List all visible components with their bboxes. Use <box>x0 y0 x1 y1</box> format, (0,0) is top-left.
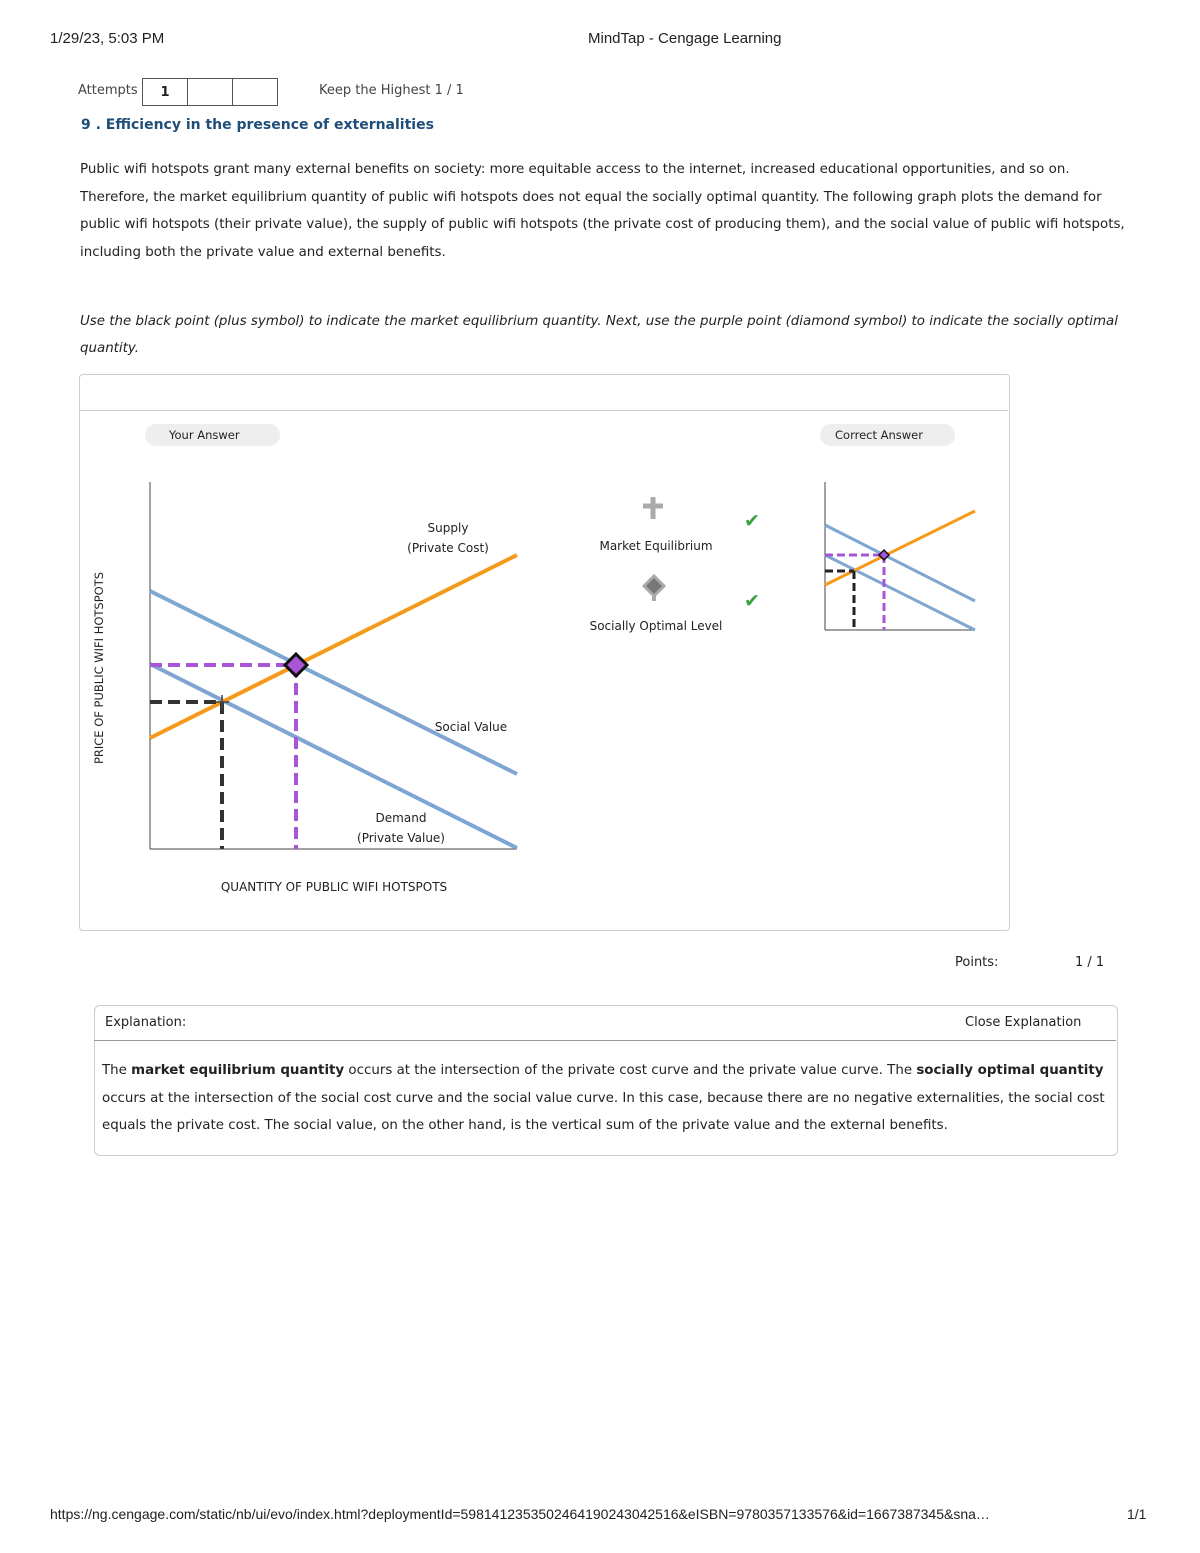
supply-label: Supply <box>427 521 469 535</box>
explanation-title: Explanation: <box>105 1015 187 1030</box>
socially-optimal-tool-icon[interactable] <box>644 576 664 601</box>
mini-social-value-curve <box>825 525 975 601</box>
explanation-body <box>102 1057 1112 1140</box>
mini-supply-curve <box>825 511 975 585</box>
explanation-header <box>94 1005 1116 1041</box>
supply-curve <box>150 555 517 738</box>
question-paragraph: Public wifi hotspots grant many external benefits on society: more equitable access to the internet, increased educational opportunities, and so on. Therefore, the market equilibrium quantity of public wifi hotspots does not equal the socially optimal quantity. The following graph plots the demand for public wifi hotspots (their private value), the supply of public wifi hotspots (the private cost of producing them), and the social value of public wifi hotspots, including both the private value and external benefits. <box>80 162 1125 260</box>
your-answer-tab[interactable]: Your Answer <box>145 424 280 446</box>
keep-highest-text: Keep the Highest 1 / 1 <box>319 83 464 98</box>
explanation-bold-term: market equilibrium quantity <box>131 1063 345 1078</box>
y-axis-label: PRICE OF PUBLIC WIFI HOTSPOTS <box>92 571 106 765</box>
explanation-text: occurs at the intersection of the private cost curve and the private value curve. The <box>344 1063 917 1078</box>
demand-curve <box>150 664 517 848</box>
market-equilibrium-tool-icon[interactable] <box>643 497 663 519</box>
check-icon: ✔ <box>744 590 760 612</box>
social-value-curve <box>150 591 517 774</box>
print-url: https://ng.cengage.com/static/nb/ui/evo/index.html?deploymentId=5981412353502464190243042516&eISBN=9780357133576&id=1667387345&sna… <box>50 1506 990 1522</box>
question-title: 9 . Efficiency in the presence of externalities <box>81 117 434 133</box>
attempts-label: Attempts <box>78 83 138 98</box>
legend-market-equilibrium: Market Equilibrium <box>599 539 713 553</box>
check-icon: ✔ <box>744 510 760 532</box>
legend-socially-optimal: Socially Optimal Level <box>589 619 723 633</box>
print-datetime: 1/29/23, 5:03 PM <box>50 30 165 47</box>
socially-optimal-point[interactable] <box>285 654 307 676</box>
supply-sublabel: (Private Cost) <box>407 541 489 555</box>
x-axis-label: QUANTITY OF PUBLIC WIFI HOTSPOTS <box>220 880 448 894</box>
mini-demand-curve <box>825 555 975 630</box>
attempt-box[interactable]: 1 <box>142 78 188 106</box>
demand-sublabel: (Private Value) <box>357 831 445 845</box>
explanation-text: The <box>102 1063 132 1078</box>
close-explanation-button[interactable]: Close Explanation <box>965 1015 1082 1030</box>
question-instruction: Use the black point (plus symbol) to indicate the market equilibrium quantity. Next, use the purple point (diamond symbol) to indicate the socially optimal quantity. <box>80 314 1118 356</box>
correct-answer-tab[interactable]: Correct Answer <box>820 424 955 446</box>
demand-label: Demand <box>375 811 427 825</box>
social-value-label: Social Value <box>434 720 508 734</box>
print-page-number: 1/1 <box>1127 1506 1147 1522</box>
explanation-bold-term: socially optimal quantity <box>916 1063 1104 1078</box>
explanation-text: occurs at the intersection of the social cost curve and the social value curve. In this case, because there are no negative externalities, the social cost equals the private cost. The social value, on the other hand, is the vertical sum of the private value and the external benefits. <box>102 1090 1105 1133</box>
points-value: 1 / 1 <box>1075 955 1105 970</box>
print-page-title: MindTap - Cengage Learning <box>588 30 782 47</box>
points-label: Points: <box>955 955 999 970</box>
correct-answer-graph <box>825 482 975 630</box>
